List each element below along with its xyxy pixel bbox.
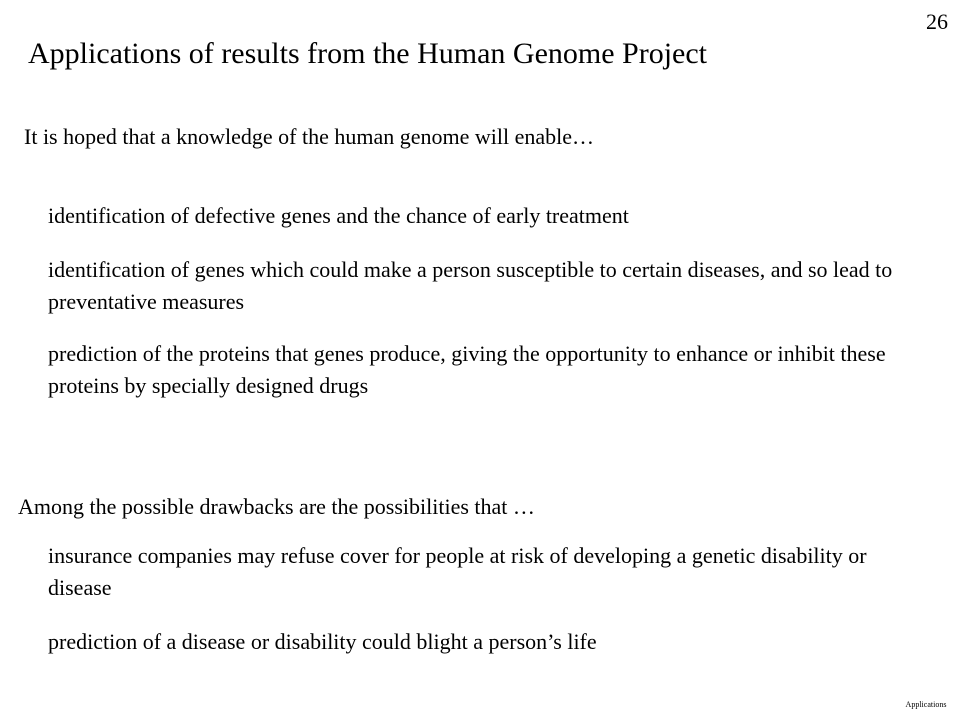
- benefit-item: identification of defective genes and the chance of early treatment: [48, 203, 629, 228]
- drawbacks-heading: Among the possible drawbacks are the possibilities that …: [18, 494, 535, 519]
- benefits-list: [48, 200, 928, 424]
- slide-title: Applications of results from the Human Genome Project: [28, 37, 708, 70]
- drawback-item: insurance companies may refuse cover for people at risk of developing a genetic disability or disease: [48, 543, 867, 600]
- drawbacks-list: [48, 540, 928, 680]
- footer-label: Applications: [905, 700, 947, 709]
- intro-text: It is hoped that a knowledge of the human genome will enable…: [24, 124, 595, 149]
- slide-number: 26: [926, 9, 948, 34]
- benefit-item: prediction of the proteins that genes produce, giving the opportunity to enhance or inhibit these proteins by specially designed drugs: [48, 341, 886, 398]
- benefit-item: identification of genes which could make a person susceptible to certain diseases, and so lead to preventative measures: [48, 257, 893, 314]
- drawback-item: prediction of a disease or disability could blight a person’s life: [48, 629, 597, 654]
